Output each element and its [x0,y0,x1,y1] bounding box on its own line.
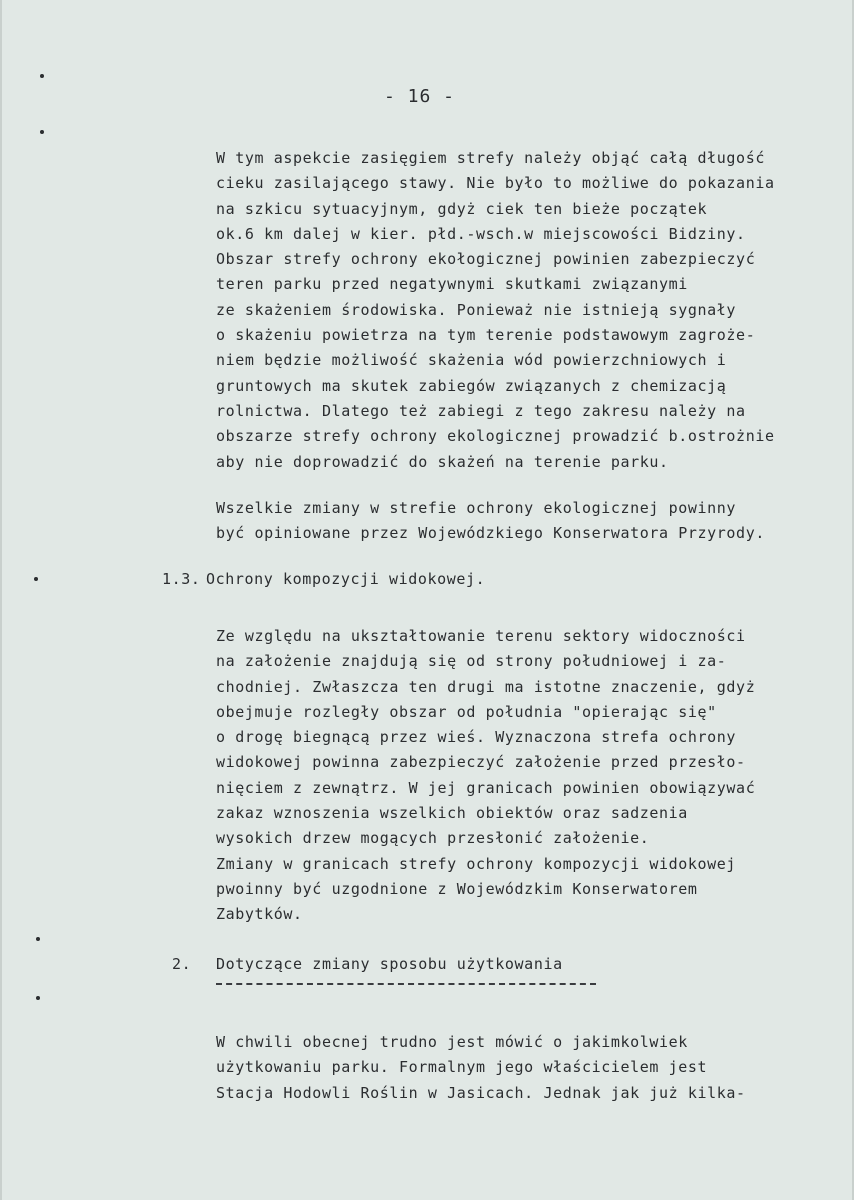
text-line: cieku zasilającego stawy. Nie było to możliwe do pokazania [216,174,775,193]
text-line: o drogę biegnącą przez wieś. Wyznaczona strefa ochrony [216,728,737,747]
margin-dot [40,130,44,134]
text-line: Stacja Hodowli Roślin w Jasicach. Jednak jak już kilka- [216,1083,746,1102]
heading-underline [216,983,596,985]
section-title: Ochrony kompozycji widokowej. [206,570,486,588]
text-line: ok.6 km dalej w kier. płd.-wsch.w miejscowości Bidziny. [216,224,746,243]
page-number: - 16 - [384,86,456,107]
margin-dot [34,577,38,581]
section-heading-2 [172,955,563,973]
text-line: obszarze strefy ochrony ekologicznej prowadzić b.ostrożnie [216,427,775,446]
text-line: nięciem z zewnątrz. W jej granicach powinien obowiązywać [216,778,756,797]
paragraph-view-composition [216,624,755,928]
margin-dot [40,74,44,78]
text-line: o skażeniu powietrza na tym terenie podstawowym zagroże- [216,326,756,345]
text-line: zakaz wznoszenia wszelkich obiektów oraz sadzenia [216,804,688,823]
section-number: 2. [172,955,192,973]
text-line: użytkowaniu parku. Formalnym jego właścicielem jest [216,1058,708,1077]
text-line: teren parku przed negatywnymi skutkami związanymi [216,275,688,294]
text-line: Wszelkie zmiany w strefie ochrony ekologicznej powinny [216,499,737,517]
paragraph-land-use [216,1030,746,1106]
text-line: Obszar strefy ochrony ekołogicznej powinien zabezpieczyć [216,250,756,269]
text-line: widokowej powinna zabezpieczyć założenie przed przesło- [216,753,746,772]
text-line: chodniej. Zwłaszcza ten drugi ma istotne znaczenie, gdyż [216,677,756,696]
text-line: na założenie znajdują się od strony południowej i za- [216,652,727,671]
text-line: obejmuje rozległy obszar od południa "opierając się" [216,702,717,721]
section-heading-1-3 [162,570,485,588]
text-line: aby nie doprowadzić do skażeń na terenie parku. [216,452,669,471]
text-line: W tym aspekcie zasięgiem strefy należy objąć całą długość [216,149,765,167]
paragraph-zone-changes [216,496,765,547]
text-line: Zmiany w granicach strefy ochrony kompozycji widokowej [216,854,737,873]
text-line: wysokich drzew mogących przesłonić założenie. [216,829,650,848]
paragraph-ecological-zone [216,146,775,475]
text-line: ze skażeniem środowiska. Ponieważ nie istnieją sygnały [216,300,737,319]
margin-dot [36,996,40,1000]
text-line: niem będzie możliwość skażenia wód powierzchniowych i [216,351,727,370]
text-line: Ze względu na ukształtowanie terenu sektory widoczności [216,627,746,645]
section-title: Dotyczące zmiany sposobu użytkowania [216,955,563,973]
text-line: W chwili obecnej trudno jest mówić o jakimkolwiek [216,1033,688,1051]
text-line: gruntowych ma skutek zabiegów związanych z chemizacją [216,376,727,395]
text-line: Zabytków. [216,905,303,924]
margin-dot [36,937,40,941]
section-number: 1.3. [162,570,201,588]
text-line: być opiniowane przez Wojewódzkiego Konserwatora Przyrody. [216,524,765,543]
text-line: na szkicu sytuacyjnym, gdyż ciek ten bieże początek [216,199,708,218]
text-line: rolnictwa. Dlatego też zabiegi z tego zakresu należy na [216,401,746,420]
text-line: pwoinny być uzgodnione z Wojewódzkim Konserwatorem [216,879,698,898]
